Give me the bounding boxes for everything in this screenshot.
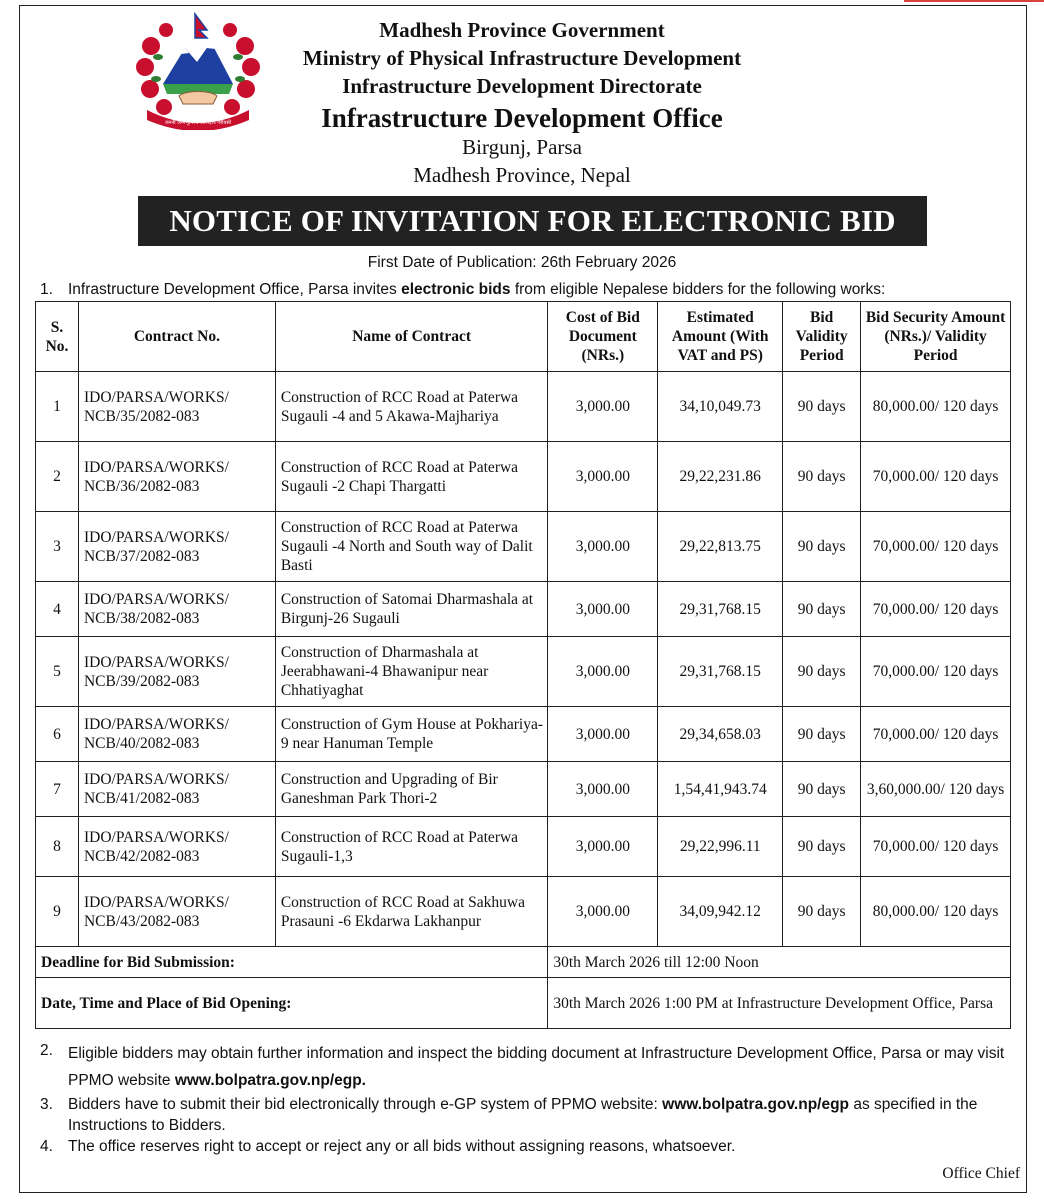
cell-sn: 6 [36,707,79,762]
header-government: Madhesh Province Government [379,18,665,42]
cell-sn: 3 [36,512,79,582]
table-row [36,707,1011,762]
header-city: Birgunj, Parsa [462,135,582,159]
deadline-row [36,947,1011,978]
table-row [36,372,1011,442]
cell-cost: 3,000.00 [548,762,658,817]
cell-cost: 3,000.00 [548,877,658,947]
table-row [36,817,1011,877]
cell-validity: 90 days [783,817,861,877]
cell-contract-no: IDO/PARSA/WORKS/ NCB/41/2082-083 [78,762,275,817]
cell-name: Construction of RCC Road at Paterwa Sugauli -4 North and South way of Dalit Basti [275,512,548,582]
cell-validity: 90 days [783,877,861,947]
header-province: Madhesh Province, Nepal [413,163,631,187]
cell-contract-no: IDO/PARSA/WORKS/ NCB/35/2082-083 [78,372,275,442]
bids-table [35,301,1011,1029]
item-1-bold: electronic bids [401,281,511,298]
table-row [36,442,1011,512]
cell-sn: 4 [36,582,79,637]
table-row [36,637,1011,707]
cell-sn: 1 [36,372,79,442]
cell-validity: 90 days [783,372,861,442]
item-1-post: from eligible Nepalese bidders for the following works: [510,281,886,298]
cell-name: Construction of Satomai Dharmashala at Birgunj-26 Sugauli [275,582,548,637]
notice-title: NOTICE OF INVITATION FOR ELECTRONIC BID [138,196,927,246]
opening-value: 30th March 2026 1:00 PM at Infrastructure Development Office, Parsa [548,978,1011,1029]
publication-date: First Date of Publication: 26th February 2026 [367,254,677,271]
col-header-validity: Bid Validity Period [783,302,861,372]
bolpatra-link[interactable]: www.bolpatra.gov.np/egp. [174,1072,366,1089]
cell-name: Construction of Dharmashala at Jeerabhawani-4 Bhawanipur near Chhatiyaghat [275,637,548,707]
cell-security: 70,000.00/ 120 days [861,512,1011,582]
cell-validity: 90 days [783,442,861,512]
cell-name: Construction of Gym House at Pokhariya-9 near Hanuman Temple [275,707,548,762]
cell-cost: 3,000.00 [548,637,658,707]
table-row [36,877,1011,947]
item-2-pre: Eligible bidders may obtain further information and inspect the bidding document at Infrastructure Development Office, Parsa or may visit PPMO website [68,1045,1005,1089]
table-row [36,762,1011,817]
col-header-sn: S. No. [36,302,79,372]
egp-link[interactable]: www.bolpatra.gov.np/egp [662,1096,850,1113]
cell-estimate: 29,31,768.15 [658,582,783,637]
cell-cost: 3,000.00 [548,707,658,762]
cell-contract-no: IDO/PARSA/WORKS/ NCB/38/2082-083 [78,582,275,637]
item-1-pre: Infrastructure Development Office, Parsa invites [68,281,402,298]
opening-row [36,978,1011,1029]
item-1-text [68,279,1025,300]
cell-sn: 8 [36,817,79,877]
cell-estimate: 29,22,231.86 [658,442,783,512]
cell-estimate: 29,22,996.11 [658,817,783,877]
header-ministry: Ministry of Physical Infrastructure Development [302,46,742,70]
table-header-row [36,302,1011,372]
opening-label: Date, Time and Place of Bid Opening: [36,978,548,1029]
cell-estimate: 34,09,942.12 [658,877,783,947]
header-directorate: Infrastructure Development Directorate [342,74,702,98]
item-3-text [68,1094,1025,1136]
cell-name: Construction and Upgrading of Bir Ganeshman Park Thori-2 [275,762,548,817]
cell-name: Construction of RCC Road at Sakhuwa Prasauni -6 Ekdarwa Lakhanpur [275,877,548,947]
cell-contract-no: IDO/PARSA/WORKS/ NCB/43/2082-083 [78,877,275,947]
cell-estimate: 1,54,41,943.74 [658,762,783,817]
col-header-name: Name of Contract [275,302,548,372]
cell-cost: 3,000.00 [548,442,658,512]
table-row [36,512,1011,582]
cell-contract-no: IDO/PARSA/WORKS/ NCB/42/2082-083 [78,817,275,877]
deadline-value: 30th March 2026 till 12:00 Noon [548,947,1011,978]
item-3-post: as specified in the Instructions to Bidders. [68,1096,978,1134]
cell-security: 70,000.00/ 120 days [861,817,1011,877]
cell-name: Construction of RCC Road at Paterwa Sugauli-1,3 [275,817,548,877]
cell-contract-no: IDO/PARSA/WORKS/ NCB/37/2082-083 [78,512,275,582]
cell-security: 70,000.00/ 120 days [861,707,1011,762]
cell-security: 80,000.00/ 120 days [861,877,1011,947]
corner-mark [904,0,1044,2]
col-header-security: Bid Security Amount (NRs.)/ Validity Period [861,302,1011,372]
cell-security: 70,000.00/ 120 days [861,637,1011,707]
deadline-label: Deadline for Bid Submission: [36,947,548,978]
header-office: Infrastructure Development Office [321,103,723,133]
cell-validity: 90 days [783,637,861,707]
item-3-pre: Bidders have to submit their bid electronically through e-GP system of PPMO website: [68,1096,663,1113]
cell-security: 3,60,000.00/ 120 days [861,762,1011,817]
cell-sn: 9 [36,877,79,947]
cell-sn: 2 [36,442,79,512]
cell-security: 70,000.00/ 120 days [861,442,1011,512]
cell-estimate: 29,22,813.75 [658,512,783,582]
cell-cost: 3,000.00 [548,817,658,877]
cell-validity: 90 days [783,582,861,637]
cell-name: Construction of RCC Road at Paterwa Sugauli -4 and 5 Akawa-Majhariya [275,372,548,442]
cell-sn: 5 [36,637,79,707]
cell-contract-no: IDO/PARSA/WORKS/ NCB/39/2082-083 [78,637,275,707]
cell-estimate: 34,10,049.73 [658,372,783,442]
cell-estimate: 29,34,658.03 [658,707,783,762]
item-3-number: 3. [40,1096,53,1113]
cell-contract-no: IDO/PARSA/WORKS/ NCB/36/2082-083 [78,442,275,512]
cell-estimate: 29,31,768.15 [658,637,783,707]
cell-security: 80,000.00/ 120 days [861,372,1011,442]
cell-validity: 90 days [783,707,861,762]
col-header-cost: Cost of Bid Document (NRs.) [548,302,658,372]
col-header-contract-no: Contract No. [78,302,275,372]
item-2-number: 2. [40,1042,53,1059]
cell-cost: 3,000.00 [548,582,658,637]
cell-sn: 7 [36,762,79,817]
cell-name: Construction of RCC Road at Paterwa Sugauli -2 Chapi Thargatti [275,442,548,512]
item-4-number: 4. [40,1138,53,1155]
cell-cost: 3,000.00 [548,512,658,582]
signature-office-chief: Office Chief [942,1165,1020,1182]
item-4-text: The office reserves right to accept or reject any or all bids without assigning reasons, whatsoever. [68,1138,736,1155]
item-1-number: 1. [40,281,53,298]
cell-cost: 3,000.00 [548,372,658,442]
cell-security: 70,000.00/ 120 days [861,582,1011,637]
table-row [36,582,1011,637]
emblem-motto: जननी जन्मभूमिश्च स्वर्गादपि गरीयसी [164,120,232,126]
col-header-estimate: Estimated Amount (With VAT and PS) [658,302,783,372]
cell-validity: 90 days [783,512,861,582]
item-2-text [68,1040,1025,1094]
cell-validity: 90 days [783,762,861,817]
cell-contract-no: IDO/PARSA/WORKS/ NCB/40/2082-083 [78,707,275,762]
